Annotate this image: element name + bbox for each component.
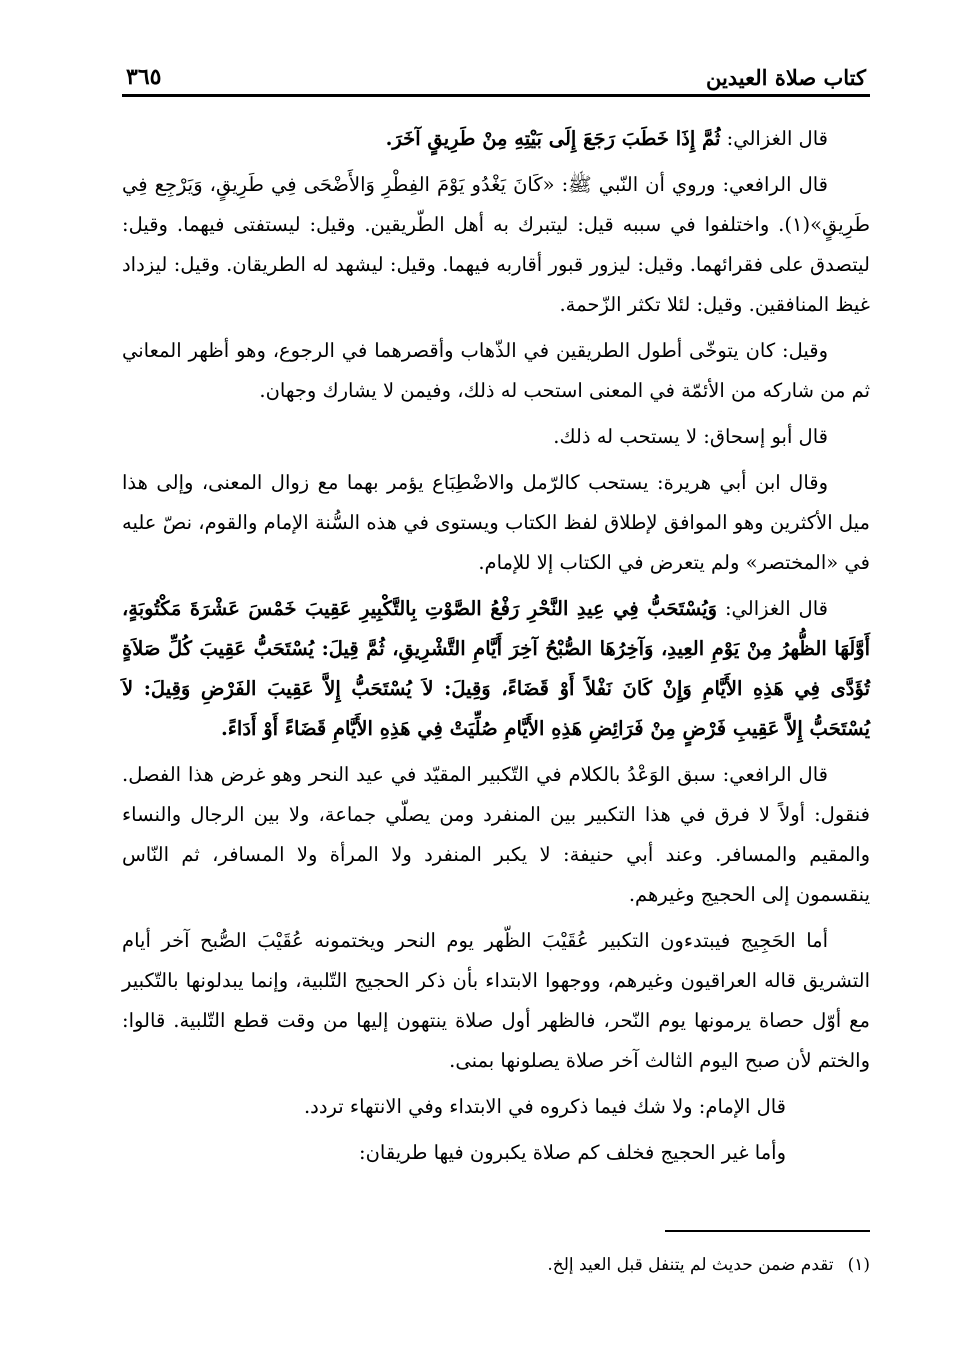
paragraph-text: قال الإمام: ولا شك فيما ذكروه في الابتداء وفي الانتهاء تردد. <box>303 1095 786 1118</box>
paragraph-speaker: قال الغزالي: <box>720 127 828 150</box>
paragraph-text: أما الحَجِيج فيبتدءون التكبير عُقَيْبَ الظّهر يوم النحر ويختمونه عُقَيْبَ الصُّبح آخر أيام التشريق قاله العراقيون وغيرهم، ووجهوا الابتداء بأن ذكر الحجيج التّلبية، وإنما يبدلونها بالتّكبير مع أوّل حصاة يرمونها يوم النّحر، فالظهر أول صلاة ينتهون إليها من وقت قطع التّلبية. قالوا: والختم لأن صبح اليوم الثالث آخر صلاة يصلونها بمنى. <box>122 929 870 1072</box>
main-text <box>122 119 870 1173</box>
paragraph-text: وَيُسْتَحَبُّ فِي عِيدِ النَّحْرِ رَفْعُ الصَّوْتِ بِالتَّكْبِيرِ عَقِيبَ خَمْسَ عَشْرَةَ مَكْتُوبَةٍ، أَوَّلَهَا الظُّهرُ مِنْ يَوْمِ العِيدِ، وَآخِرُهَا الصُّبْحُ آخِرَ أَيَّامِ التَّشْرِيقِ، ثُمَّ قِيلَ: يُسْتَحَبُّ عَقِيبَ كُلِّ صَلاَةٍ تُؤَدَّى فِي هَذِهِ الأَيَّامِ وَإِنْ كَانَ نَفْلاً أَوْ قَضَاءً، وَقِيلَ: لاَ يُسْتَحَبُّ إِلاَّ عَقِيبَ الفَرْضِ وَقِيلَ: لاَ يُسْتَحَبُّ إِلاَّ عَقِيبِ فَرْضٍ مِنْ فَرَائِضِ هَذِهِ الأَيَّامِ صُلِّيَتْ فِي هَذِهِ الأَيَّامِ قَضَاءً أَوْ أَدَاءً. <box>122 597 870 740</box>
running-header <box>122 50 870 90</box>
paragraph-text: وقيل: كان يتوخّى أطول الطريقين في الذّهاب وأقصرهما في الرجوع، وهو أظهر المعاني ثم من شاركه من الأئمّة في المعنى استحب له ذلك، وفيمن لا يشارك وجهان. <box>122 339 870 402</box>
paragraph-text: قال أبو إسحاق: لا يستحب له ذلك. <box>553 425 828 448</box>
paragraph <box>122 1087 870 1127</box>
footnote-marker: (١) <box>847 1255 870 1275</box>
header-rule <box>122 94 870 97</box>
paragraph <box>122 417 870 457</box>
paragraph <box>122 463 870 583</box>
footnote <box>122 1250 870 1280</box>
paragraph <box>122 1133 870 1173</box>
paragraph-text: وقال ابن أبي هريرة: يستحب كالرّمل والاضْطِبَاع يؤمر بهما مع زوال المعنى، وإلى هذا ميل الأكثرين وهو الموافق لإطلاق لفظ الكتاب ويستوى في هذه السُّنة الإمام والقوم، نصّ عليه في «المختصر» ولم يتعرض في الكتاب إلا للإمام. <box>122 471 870 574</box>
paragraph <box>122 119 870 159</box>
paragraph <box>122 589 870 749</box>
paragraph-text: قال الرافعي: سبق الوَعْدُ بالكلام في التّكبير المقيّد في عيد النحر وهو غرض هذا الفصل. فنقول: أولاً لا فرق في هذا التكبير بين المنفرد ومن يصلّي جماعة، ولا بين الرجال والنساء والمقيم والمسافر. وعند أبي حنيفة: لا يكبر المنفرد ولا المرأة ولا المسافر، ثم النّاس ينقسمون إلى الحجيج وغيرهم. <box>122 763 870 906</box>
page-number: ٣٦٥ <box>126 64 162 90</box>
book-page <box>122 50 870 1340</box>
paragraph-speaker: قال الغزالي: <box>717 597 828 620</box>
paragraph-text: وأما غير الحجيج فخلف كم صلاة يكبرون فيها طريقان: <box>359 1141 786 1164</box>
paragraph <box>122 755 870 915</box>
paragraph-text: ثُمَّ إِذَا خَطَبَ رَجَعَ إِلَى بَيْتِهِ مِنْ طَرِيقٍ آخَرَ. <box>385 127 721 150</box>
chapter-title: كتاب صلاة العيدين <box>705 65 866 90</box>
paragraph-text: قال الرافعي: وروي أن النّبي ﷺ: «كَانَ يَغْدُو يَوْمَ الفِطْرِ وَالأَضْحَى فِي طَرِيقٍ، وَيَرْجِع فِي طَرِيقٍ»(١). واختلفوا في سببه قيل: ليتبرك به أهل الطّريقين. وقيل: ليستفتى فيهما. وقيل: ليتصدق على فقرائهما. وقيل: ليزور قبور أقاربه فيهما. وقيل: ليشهد له الطريقان. وقيل: ليزداد غيظ المنافقين. وقيل: لئلا تكثر الزّحمة. <box>122 173 870 316</box>
footnote-text: تقدم ضمن حديث لم يتنفل قبل العيد إلخ. <box>547 1255 834 1275</box>
paragraph <box>122 165 870 325</box>
paragraph <box>122 921 870 1081</box>
paragraph <box>122 331 870 411</box>
footnote-rule <box>665 1230 870 1232</box>
